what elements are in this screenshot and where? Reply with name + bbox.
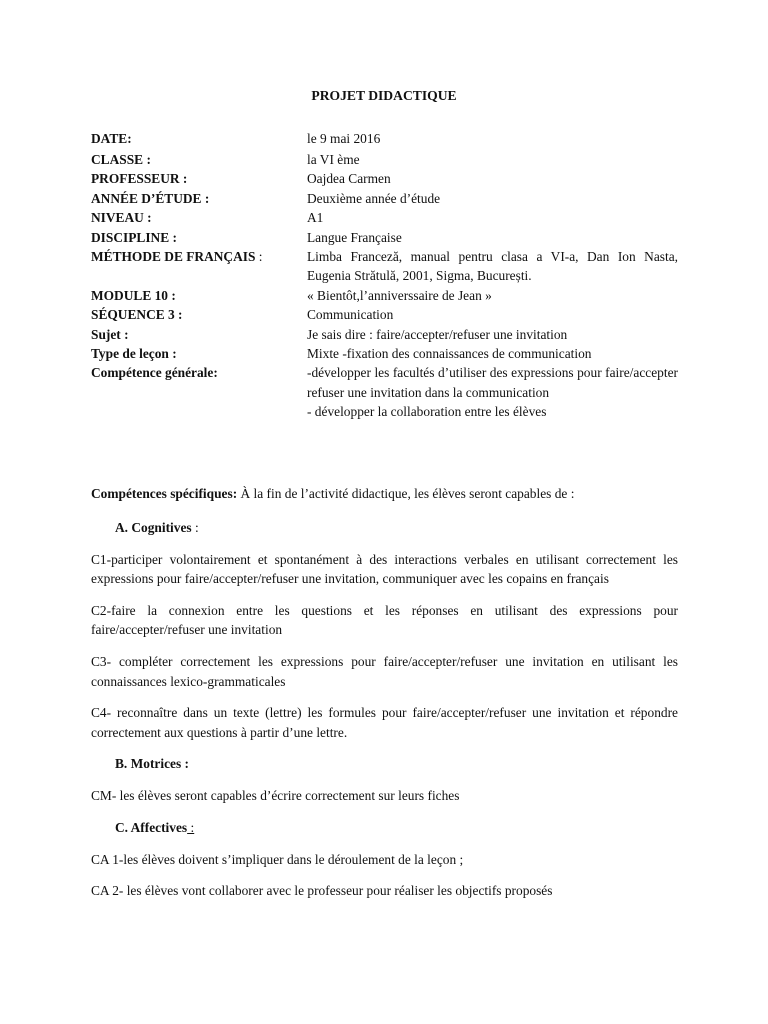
info-label: SÉQUENCE 3 : — [91, 307, 183, 323]
info-label: PROFESSEUR : — [91, 171, 188, 187]
competences-label: Compétences spécifiques: — [91, 486, 238, 501]
info-value: Mixte -fixation des connaissances de communication — [307, 346, 592, 362]
info-value-group — [307, 363, 678, 421]
objective-ca2: CA 2- les élèves vont collaborer avec le professeur pour réaliser les objectifs proposés — [91, 882, 553, 898]
competences-text: À la fin de l’activité didactique, les élèves seront capables de : — [237, 486, 575, 501]
objective-ca1: CA 1-les élèves doivent s’impliquer dans le déroulement de la leçon ; — [91, 851, 464, 867]
objective-c2: C2-faire la connexion entre les questions et les réponses en utilisant des expressions pour faire/accepter/refuser une invitation — [91, 602, 678, 638]
info-label: ANNÉE D’ÉTUDE : — [91, 190, 210, 206]
info-label: DATE: — [91, 131, 132, 146]
info-value: Deuxième année d’étude — [307, 190, 441, 206]
section-c-colon: : — [187, 819, 195, 835]
info-label: NIVEAU : — [91, 210, 152, 226]
info-value: Limba Franceză, manual pentru clasa a VI-a, Dan Ion Nasta, Eugenia Strătulă, 2001, Sigma, București. — [307, 249, 678, 284]
info-row-annee — [91, 189, 678, 208]
section-a-title: A. Cognitives — [115, 519, 192, 535]
section-c-heading — [115, 818, 678, 837]
info-value: « Bientôt,l’anniverssaire de Jean » — [307, 287, 492, 303]
objective-c3: C3- compléter correctement les expressions pour faire/accepter/refuser une invitation en utilisant les connaissances lexico-grammaticales — [91, 653, 678, 689]
info-row-sujet — [91, 325, 678, 344]
info-row-methode — [91, 247, 678, 286]
section-b-heading: B. Motrices : — [115, 756, 189, 772]
info-label: DISCIPLINE : — [91, 229, 177, 245]
info-row-professeur — [91, 169, 678, 188]
document-title: PROJET DIDACTIQUE — [311, 88, 457, 103]
info-value: la VI ème — [307, 152, 360, 167]
info-label — [91, 247, 307, 286]
info-row-competence — [91, 363, 678, 421]
document-body — [91, 484, 678, 900]
info-label: Sujet : — [91, 326, 129, 342]
info-value-second: - développer la collaboration entre les élèves — [307, 404, 547, 420]
info-value: Langue Française — [307, 229, 402, 245]
section-a-colon: : — [191, 519, 199, 535]
info-label: Type de leçon : — [91, 346, 177, 362]
competences-intro — [91, 484, 678, 504]
info-value: -développer les facultés d’utiliser des expressions pour faire/accepter refuser une invitation dans la communication — [307, 365, 678, 400]
info-row-date — [91, 128, 678, 150]
info-row-niveau — [91, 208, 678, 227]
info-value: A1 — [307, 210, 324, 226]
info-row-module — [91, 286, 678, 305]
info-row-discipline — [91, 228, 678, 247]
info-value: Communication — [307, 307, 394, 323]
info-label: MODULE 10 : — [91, 287, 176, 303]
info-label: CLASSE : — [91, 152, 151, 167]
objective-c1: C1-participer volontairement et spontanément à des interactions verbales en utilisant correctement les expressions pour faire/accepter/refuser une invitation, communiquer avec les copains en français — [91, 551, 678, 587]
info-label: Compétence générale: — [91, 365, 218, 381]
section-a-heading — [115, 518, 678, 537]
info-value: le 9 mai 2016 — [307, 131, 381, 146]
info-table — [91, 128, 678, 422]
section-c-title: C. Affectives — [115, 819, 188, 835]
info-label-text: MÉTHODE DE FRANÇAIS — [91, 249, 256, 265]
objective-c4: C4- reconnaître dans un texte (lettre) les formules pour faire/accepter/refuser une invitation et répondre correctement aux questions à partir d’une lettre. — [91, 705, 678, 740]
info-value: Oajdea Carmen — [307, 171, 391, 187]
info-row-sequence — [91, 305, 678, 324]
info-label-colon: : — [255, 249, 263, 265]
objective-cm: CM- les élèves seront capables d’écrire correctement sur leurs fiches — [91, 788, 460, 804]
info-row-type — [91, 344, 678, 363]
info-row-classe — [91, 150, 678, 169]
info-value: Je sais dire : faire/accepter/refuser une invitation — [307, 326, 568, 342]
